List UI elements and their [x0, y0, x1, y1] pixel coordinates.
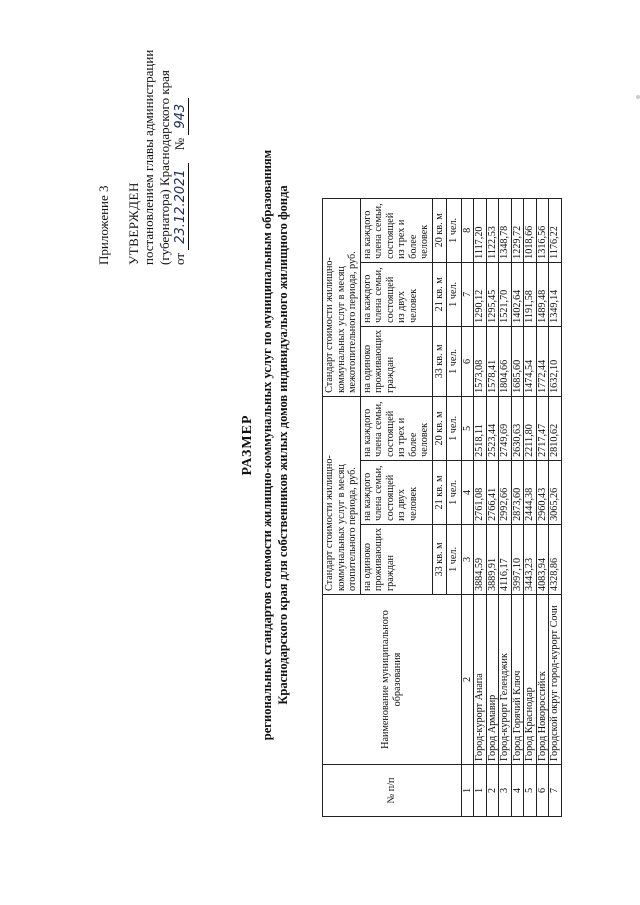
row-value: 1573,08: [474, 326, 487, 396]
row-municipality: Городской округ город-курорт Сочи: [549, 595, 562, 765]
row-municipality: Город Новороссийск: [536, 595, 549, 765]
column-number: 4: [461, 460, 474, 524]
table-row: [524, 198, 537, 816]
persons-2: 1 чел.: [447, 460, 462, 524]
persons-1: 1 чел.: [447, 524, 462, 594]
handwritten-date: 23.12.2021: [173, 163, 189, 249]
row-value: 3889,91: [486, 524, 499, 594]
approval-block: [96, 25, 189, 265]
row-municipality: Город Армавир: [486, 595, 499, 765]
persons-5: 1 чел.: [447, 262, 462, 326]
area-single-nonheating: 33 кв. м: [432, 326, 447, 396]
row-no: 6: [536, 765, 549, 817]
row-value: 2523,44: [486, 396, 499, 460]
row-value: 4116,17: [499, 524, 512, 594]
row-value: 2630,63: [511, 396, 524, 460]
area-two-heating: 21 кв. м: [432, 460, 447, 524]
header-two-nonheating: на каждого члена семьи, состоящей из двух человек: [360, 262, 432, 326]
row-value: 3443,23: [524, 524, 537, 594]
row-value: 2749,69: [499, 396, 512, 460]
row-municipality: Город Краснодар: [524, 595, 537, 765]
column-number-row: [461, 198, 474, 816]
table-row: [486, 198, 499, 816]
persons-4: 1 чел.: [447, 326, 462, 396]
table-row: [499, 198, 512, 816]
handwritten-number: 943: [173, 98, 189, 135]
approved-label: УТВЕРЖДЕН: [125, 182, 141, 265]
header-three-nonheating: на каждого члена семьи, состоящей из трех и более человек: [360, 198, 432, 262]
table-row: [549, 198, 562, 816]
column-number: 5: [461, 396, 474, 460]
row-value: 2518,11: [474, 396, 487, 460]
header-two-heating: на каждого члена семьи, состоящей из двух человек: [360, 460, 432, 524]
row-municipality: Город-курорт Анапа: [474, 595, 487, 765]
area-three-nonheating: 20 кв. м: [432, 198, 447, 262]
row-value: 2810,62: [549, 396, 562, 460]
row-value: 2873,60: [511, 460, 524, 524]
area-single-heating: 33 кв. м: [432, 524, 447, 594]
row-value: 1578,41: [486, 326, 499, 396]
row-value: 4328,86: [549, 524, 562, 594]
row-value: 1117,20: [474, 198, 487, 262]
standards-table: [322, 198, 562, 817]
header-single-nonheating: на одиноко проживающих граждан: [360, 326, 432, 396]
column-number: 8: [461, 198, 474, 262]
row-value: 1804,66: [499, 326, 512, 396]
row-no: 7: [549, 765, 562, 817]
row-value: 1295,45: [486, 262, 499, 326]
column-number: 7: [461, 262, 474, 326]
row-value: 2766,41: [486, 460, 499, 524]
row-no: 3: [499, 765, 512, 817]
scan-speck: [636, 95, 640, 99]
row-value: 1348,78: [499, 198, 512, 262]
row-value: 1474,54: [524, 326, 537, 396]
column-number: 1: [461, 765, 474, 817]
approval-line-1: постановлением главы администрации: [141, 49, 156, 265]
column-number: 2: [461, 595, 474, 765]
header-heating-period: Стандарт стоимости жилищно-коммунальных услуг в месяц отопительного периода, руб.: [323, 396, 361, 594]
row-value: 4083,94: [536, 524, 549, 594]
approval-date-line: [172, 25, 189, 265]
row-value: 1176,22: [549, 198, 562, 262]
row-no: 1: [474, 765, 487, 817]
header-no: № п/п: [323, 765, 462, 817]
row-value: 1632,10: [549, 326, 562, 396]
table-row: [511, 198, 524, 816]
row-value: 1229,72: [511, 198, 524, 262]
number-label: №: [172, 137, 187, 151]
row-value: 1349,14: [549, 262, 562, 326]
row-value: 2992,66: [499, 460, 512, 524]
row-municipality: Город Горячий Ключ: [511, 595, 524, 765]
approval-line-2: (губернатора) Краснодарского края: [156, 70, 172, 265]
row-value: 1122,53: [486, 198, 499, 262]
area-three-heating: 20 кв. м: [432, 396, 447, 460]
document-subtitle-line-2: Краснодарского края для собственников жилых домов индивидуального жилищного фонда: [276, 185, 290, 705]
row-value: 3884,59: [474, 524, 487, 594]
row-value: 1521,70: [499, 262, 512, 326]
header-three-heating: на каждого члена семьи, состоящей из трех и более человек: [360, 396, 432, 460]
row-value: 1018,66: [524, 198, 537, 262]
row-no: 4: [511, 765, 524, 817]
document-subtitle-line-1: региональных стандартов стоимости жилищно-коммунальных услуг по муниципальным образованиям: [260, 149, 274, 741]
row-value: 1290,12: [474, 262, 487, 326]
row-value: 1316,56: [536, 198, 549, 262]
row-value: 2211,80: [524, 396, 537, 460]
header-municipality: Наименование муниципального образования: [323, 595, 462, 765]
row-value: 1685,60: [511, 326, 524, 396]
row-no: 2: [486, 765, 499, 817]
persons-3: 1 чел.: [447, 396, 462, 460]
persons-6: 1 чел.: [447, 198, 462, 262]
column-number: 6: [461, 326, 474, 396]
table-row: [474, 198, 487, 816]
row-no: 5: [524, 765, 537, 817]
document-title: РАЗМЕР: [240, 414, 255, 476]
row-value: 3997,10: [511, 524, 524, 594]
row-value: 3065,26: [549, 460, 562, 524]
header-nonheating-period: Стандарт стоимости жилищно-коммунальных услуг в месяц межотопительного периода, руб.: [323, 198, 361, 396]
row-value: 1191,58: [524, 262, 537, 326]
row-value: 2444,38: [524, 460, 537, 524]
row-value: 2960,43: [536, 460, 549, 524]
row-value: 1402,64: [511, 262, 524, 326]
appendix-label: Приложение 3: [96, 185, 111, 265]
table-row: [536, 198, 549, 816]
row-municipality: Город-курорт Геленджик: [499, 595, 512, 765]
column-number: 3: [461, 524, 474, 594]
row-value: 1772,44: [536, 326, 549, 396]
from-label: от: [172, 252, 187, 265]
header-single-heating: на одиноко проживающих граждан: [360, 524, 432, 594]
area-two-nonheating: 21 кв. м: [432, 262, 447, 326]
row-value: 2717,47: [536, 396, 549, 460]
row-value: 1489,48: [536, 262, 549, 326]
row-value: 2761,08: [474, 460, 487, 524]
